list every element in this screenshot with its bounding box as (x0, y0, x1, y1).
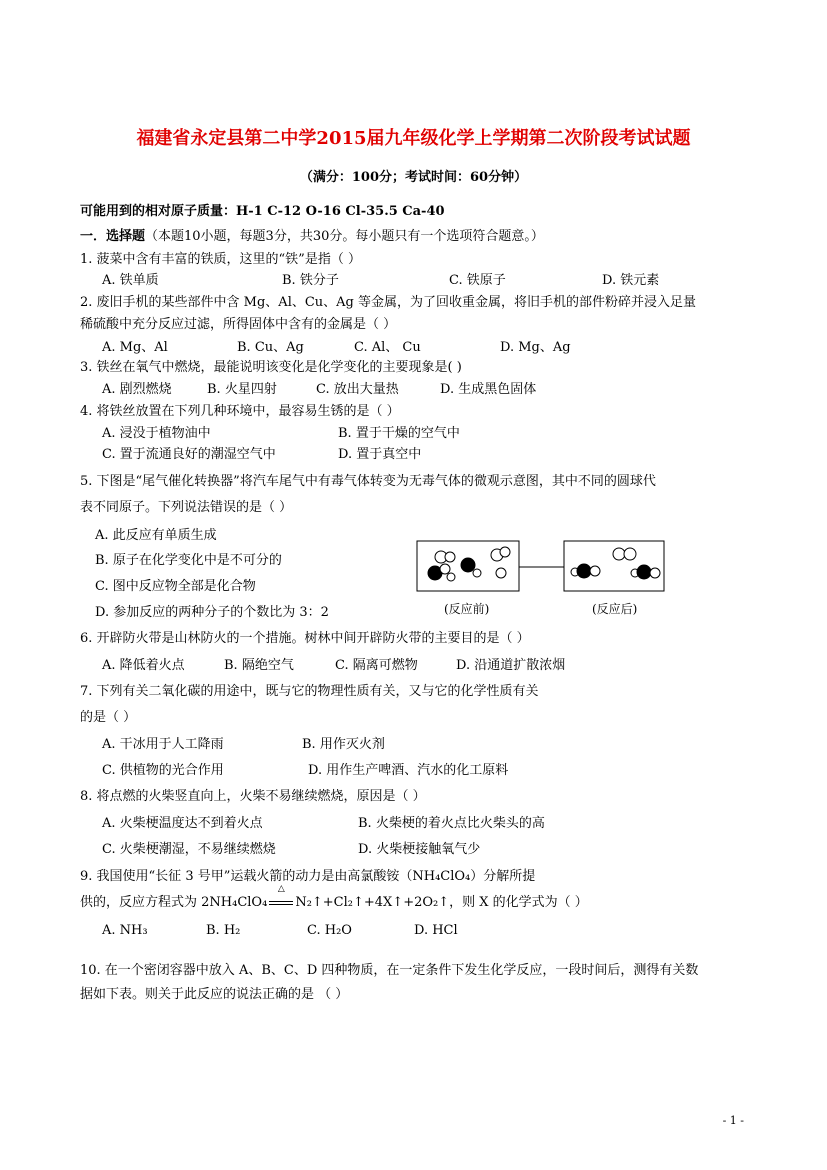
q9-stem-line2 (80, 884, 588, 910)
q1-option-c: C. 铁原子 (449, 273, 506, 288)
q9-option-d: D. HCl (414, 923, 458, 938)
atom-white (445, 552, 455, 562)
q7-stem-line1: 7. 下列有关二氧化碳的用途中，既与它的物理性质有关，又与它的化学性质有关 (80, 684, 539, 699)
caption-before: (反应前) (444, 602, 490, 616)
caption-after: (反应后) (592, 602, 638, 616)
atomic-masses: 可能用到的相对原子质量：H-1 C-12 O-16 Cl-35.5 Ca-40 (80, 204, 445, 219)
q6-stem: 6. 开辟防火带是山林防火的一个措施。树林中间开辟防火带的主要目的是（ ） (80, 631, 530, 646)
q9-equation-sign (267, 884, 295, 909)
q5-option-c: C. 图中反应物全部是化合物 (95, 579, 256, 594)
q5-stem-line2: 表不同原子。下列说法错误的是（ ） (80, 500, 293, 515)
q9-equation-right: N₂↑+Cl₂↑+4X↑+2O₂↑，则 X 的化学式为（ ） (295, 895, 588, 910)
q3-option-d: D. 生成黑色固体 (440, 382, 537, 397)
q2-stem-line1: 2. 废旧手机的某些部件中含 Mg、Al、Cu、Ag 等金属，为了回收重金属，将旧手机的部件粉碎并浸入足量 (80, 295, 697, 310)
q4-option-a: A. 浸没于植物油中 (102, 426, 211, 441)
page-title: 福建省永定县第二中学2015届九年级化学上学期第二次阶段考试试题 (136, 128, 691, 149)
q7-option-c: C. 供植物的光合作用 (102, 763, 224, 778)
atom-white (496, 568, 506, 578)
q8-stem: 8. 将点燃的火柴竖直向上，火柴不易继续燃烧，原因是（ ） (80, 789, 426, 804)
q5-stem-line1: 5. 下图是“尾气催化转换器”将汽车尾气中有毒气体转变为无毒气体的微观示意图，其中不同的圆球代 (80, 474, 656, 489)
q2-option-b: B. Cu、Ag (237, 340, 304, 355)
atom-white (613, 548, 625, 560)
q6-option-d: D. 沿通道扩散浓烟 (456, 658, 566, 673)
q1-option-d: D. 铁元素 (602, 273, 660, 288)
q1-stem: 1. 菠菜中含有丰富的铁质，这里的“铁”是指（ ） (80, 252, 361, 267)
reaction-diagram (416, 540, 666, 592)
q8-option-c: C. 火柴梗潮湿，不易继续燃烧 (102, 842, 276, 857)
q5-option-b: B. 原子在化学变化中是不可分的 (95, 553, 282, 568)
atom-white (473, 569, 481, 577)
q8-option-b: B. 火柴梗的着火点比火柴头的高 (358, 816, 545, 831)
q1-option-a: A. 铁单质 (102, 273, 159, 288)
q7-option-a: A. 干冰用于人工降雨 (102, 737, 224, 752)
atom-black (461, 558, 475, 572)
q2-option-d: D. Mg、Ag (500, 340, 571, 355)
q2-option-a: A. Mg、Al (102, 340, 168, 355)
q4-option-c: C. 置于流通良好的潮湿空气中 (102, 447, 276, 462)
atom-white (650, 568, 660, 578)
q8-option-a: A. 火柴梗温度达不到着火点 (102, 816, 263, 831)
q7-option-d: D. 用作生产啤酒、汽水的化工原料 (308, 763, 509, 778)
q9-option-b: B. H₂ (206, 923, 241, 938)
q3-option-a: A. 剧烈燃烧 (102, 382, 172, 397)
section-heading (80, 230, 544, 243)
q5-option-a: A. 此反应有单质生成 (95, 528, 217, 543)
atom-white (447, 573, 455, 581)
q4-stem: 4. 将铁丝放置在下列几种环境中，最容易生锈的是（ ） (80, 404, 400, 419)
exam-info: （满分：100分；考试时间：60分钟） (299, 170, 528, 185)
atom-white (440, 564, 450, 574)
q9-stem-line1: 9. 我国使用“长征 3 号甲”运载火箭的动力是由高氯酸铵（NH₄ClO₄）分解所提 (80, 869, 536, 884)
atom-white (590, 566, 600, 576)
q10-stem-line1: 10. 在一个密闭容器中放入 A、B、C、D 四种物质，在一定条件下发生化学反应，一段时间后，测得有关数 (80, 963, 699, 978)
q3-option-c: C. 放出大量热 (316, 382, 399, 397)
section-title: 一．选择题 (80, 229, 146, 244)
q7-stem-line2: 的是（ ） (80, 710, 137, 725)
q6-option-a: A. 降低着火点 (102, 658, 185, 673)
page-number: - 1 - (722, 1114, 744, 1127)
q6-option-b: B. 隔绝空气 (224, 658, 294, 673)
q9-equation-left: 供的，反应方程式为 2NH₄ClO₄ (80, 895, 268, 910)
atom-white (624, 548, 636, 560)
q7-option-b: B. 用作灭火剂 (302, 737, 385, 752)
q1-option-b: B. 铁分子 (282, 273, 339, 288)
q3-stem: 3. 铁丝在氧气中燃烧，最能说明该变化是化学变化的主要现象是( ) (80, 360, 462, 375)
q8-option-d: D. 火柴梗接触氧气少 (358, 842, 481, 857)
q9-option-c: C. H₂O (307, 923, 352, 938)
q10-stem-line2: 据如下表。则关于此反应的说法正确的是 （ ） (80, 987, 349, 1002)
atom-white (500, 547, 510, 557)
q3-option-b: B. 火星四射 (207, 382, 277, 397)
q4-option-d: D. 置于真空中 (338, 447, 422, 462)
atom-black (577, 564, 591, 578)
atom-black (637, 565, 651, 579)
q6-option-c: C. 隔离可燃物 (335, 658, 418, 673)
q4-option-b: B. 置于干燥的空气中 (338, 426, 460, 441)
q2-stem-line2: 稀硫酸中充分反应过滤，所得固体中含有的金属是（ ） (80, 317, 397, 332)
q9-option-a: A. NH₃ (102, 923, 148, 938)
q5-option-d: D. 参加反应的两种分子的个数比为 3：2 (95, 605, 329, 620)
equals-sign-icon (269, 901, 293, 905)
q2-option-c: C. Al、 Cu (354, 340, 421, 355)
section-instructions: （本题10小题，每题3分，共30分。每小题只有一个选项符合题意。） (145, 229, 544, 244)
heat-triangle-icon: △ (277, 884, 285, 894)
